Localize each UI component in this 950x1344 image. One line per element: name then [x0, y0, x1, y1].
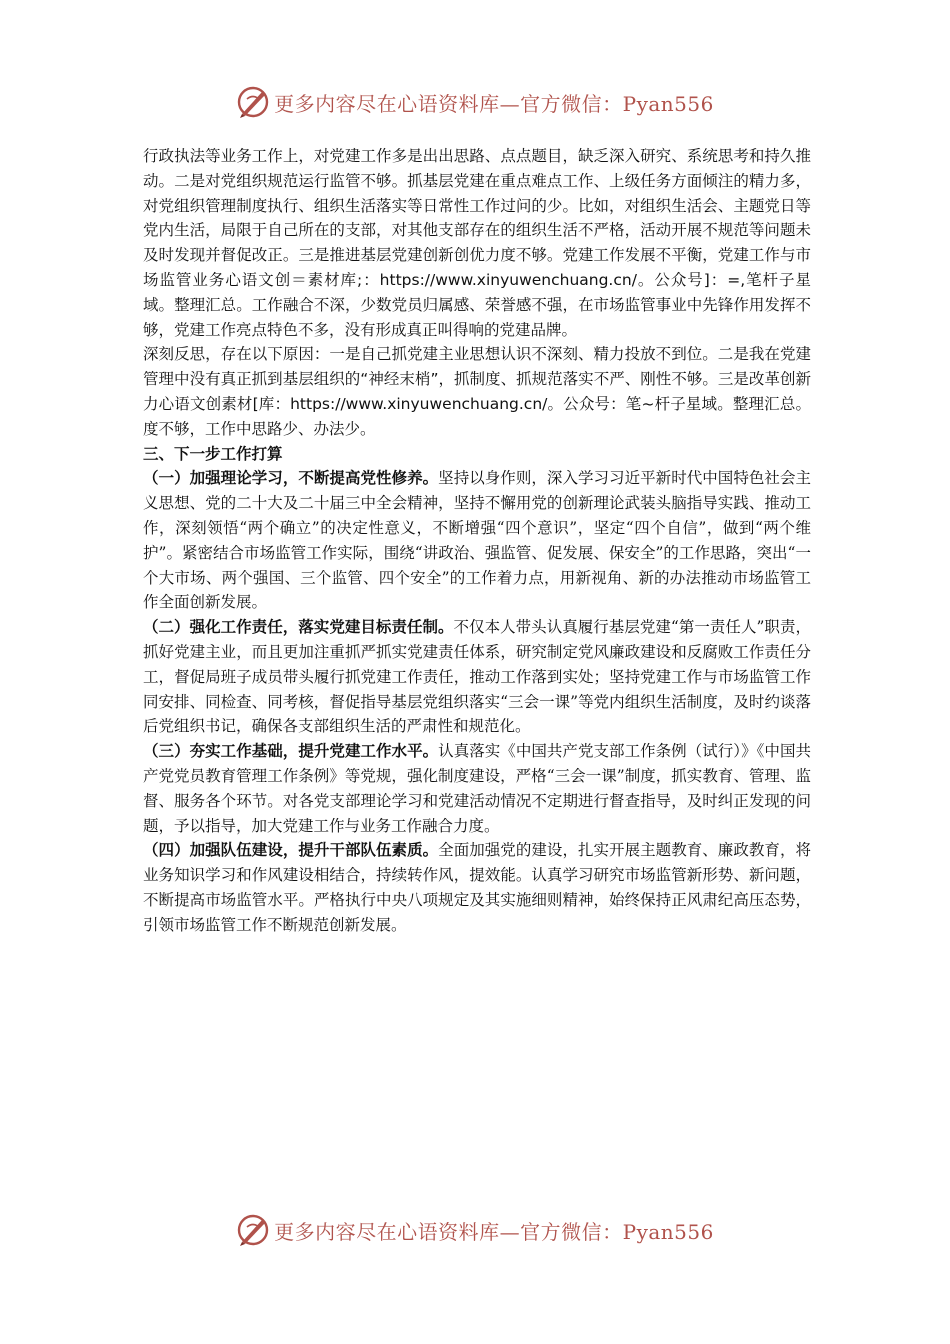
plan-item-4-lead: （四）加强队伍建设，提升干部队伍素质。	[143, 841, 439, 860]
footer-banner-text: 更多内容尽在心语资料库—官方微信：Pyan556	[274, 1219, 714, 1244]
footer-banner	[0, 1210, 950, 1250]
pen-circle-logo-icon	[236, 1213, 270, 1247]
plan-item-4	[143, 838, 811, 937]
pen-circle-logo-icon	[236, 85, 270, 119]
plan-item-2-lead: （二）强化工作责任，落实党建目标责任制。	[143, 618, 454, 637]
plan-item-2	[143, 615, 811, 739]
plan-item-3-lead: （三）夯实工作基础，提升党建工作水平。	[143, 742, 439, 761]
plan-item-2-text: 不仅本人带头认真履行基层党建“第一责任人”职责，抓好党建主业，而且更加注重抓严抓实党建责任体系，研究制定党风廉政建设和反腐败工作责任分工，督促局班子成员带头履行抓党建工作责任，推动工作落到实处；坚持党建工作与市场监管工作同安排、同检查、同考核，督促指导基层党组织落实“三会一课”等党内组织生活制度，及时约谈落后党组织书记，确保各支部组织生活的严肃性和规范化。	[143, 618, 811, 736]
header-banner-text: 更多内容尽在心语资料库—官方微信：Pyan556	[274, 91, 714, 116]
paragraph-2: 深刻反思，存在以下原因：一是自己抓党建主业思想认识不深刻、精力投放不到位。二是我在党建管理中没有真正抓到基层组织的“神经末梢”，抓制度、抓规范落实不严、刚性不够。三是改革创新力心语文创素材[库：https://www.xinyuwenchuang.cn/。公众号：笔~杆子星域。整理汇总。度不够，工作中思路少、办法少。	[143, 345, 811, 438]
plan-item-1-text: 坚持以身作则，深入学习习近平新时代中国特色社会主义思想、党的二十大及二十届三中全会精神，坚持不懈用党的创新理论武装头脑指导实践、推动工作，深刻领悟“两个确立”的决定性意义，不断增强“四个意识”，坚定“四个自信”，做到“两个维护”。紧密结合市场监管工作实际，围绕“讲政治、强监管、促发展、保安全”的工作思路，突出“一个大市场、两个强国、三个监管、四个安全”的工作着力点，用新视角、新的办法推动市场监管工作全面创新发展。	[143, 469, 811, 612]
header-banner	[0, 82, 950, 122]
plan-item-3-text: 认真落实《中国共产党支部工作条例（试行）》《中国共产党党员教育管理工作条例》等党规，强化制度建设，严格“三会一课”制度，抓实教育、管理、监督、服务各个环节。对各党支部理论学习和党建活动情况不定期进行督查指导，及时纠正发现的问题，予以指导，加大党建工作与业务工作融合力度。	[143, 742, 811, 835]
plan-item-3	[143, 739, 811, 838]
plan-item-4-text: 全面加强党的建设，扎实开展主题教育、廉政教育，将业务知识学习和作风建设相结合，持续转作风，提效能。认真学习研究市场监管新形势、新问题，不断提高市场监管水平。严格执行中央八项规定及其实施细则精神，始终保持正风肃纪高压态势，引领市场监管工作不断规范创新发展。	[143, 841, 811, 934]
document-body	[143, 144, 811, 938]
plan-item-1	[143, 466, 811, 615]
section-heading: 三、下一步工作打算	[143, 444, 283, 463]
plan-item-1-lead: （一）加强理论学习，不断提高党性修养。	[143, 469, 439, 488]
paragraph-1: 行政执法等业务工作上，对党建工作多是出出思路、点点题目，缺乏深入研究、系统思考和持久推动。二是对党组织规范运行监管不够。抓基层党建在重点难点工作、上级任务方面倾注的精力多，对党组织管理制度执行、组织生活落实等日常性工作过问的少。比如，对组织生活会、主题党日等党内生活，局限于自己所在的支部，对其他支部存在的组织生活不严格，活动开展不规范等问题未及时发现并督促改正。三是推进基层党建创新创优力度不够。党建工作发展不平衡，党建工作与市场监管业务心语文创＝素材库;：https://www.xinyuwenchuang.cn/。公众号]：=,笔杆子星域。整理汇总。工作融合不深，少数党员归属感、荣誉感不强，在市场监管事业中先锋作用发挥不够，党建工作亮点特色不多，没有形成真正叫得响的党建品牌。	[143, 147, 811, 339]
